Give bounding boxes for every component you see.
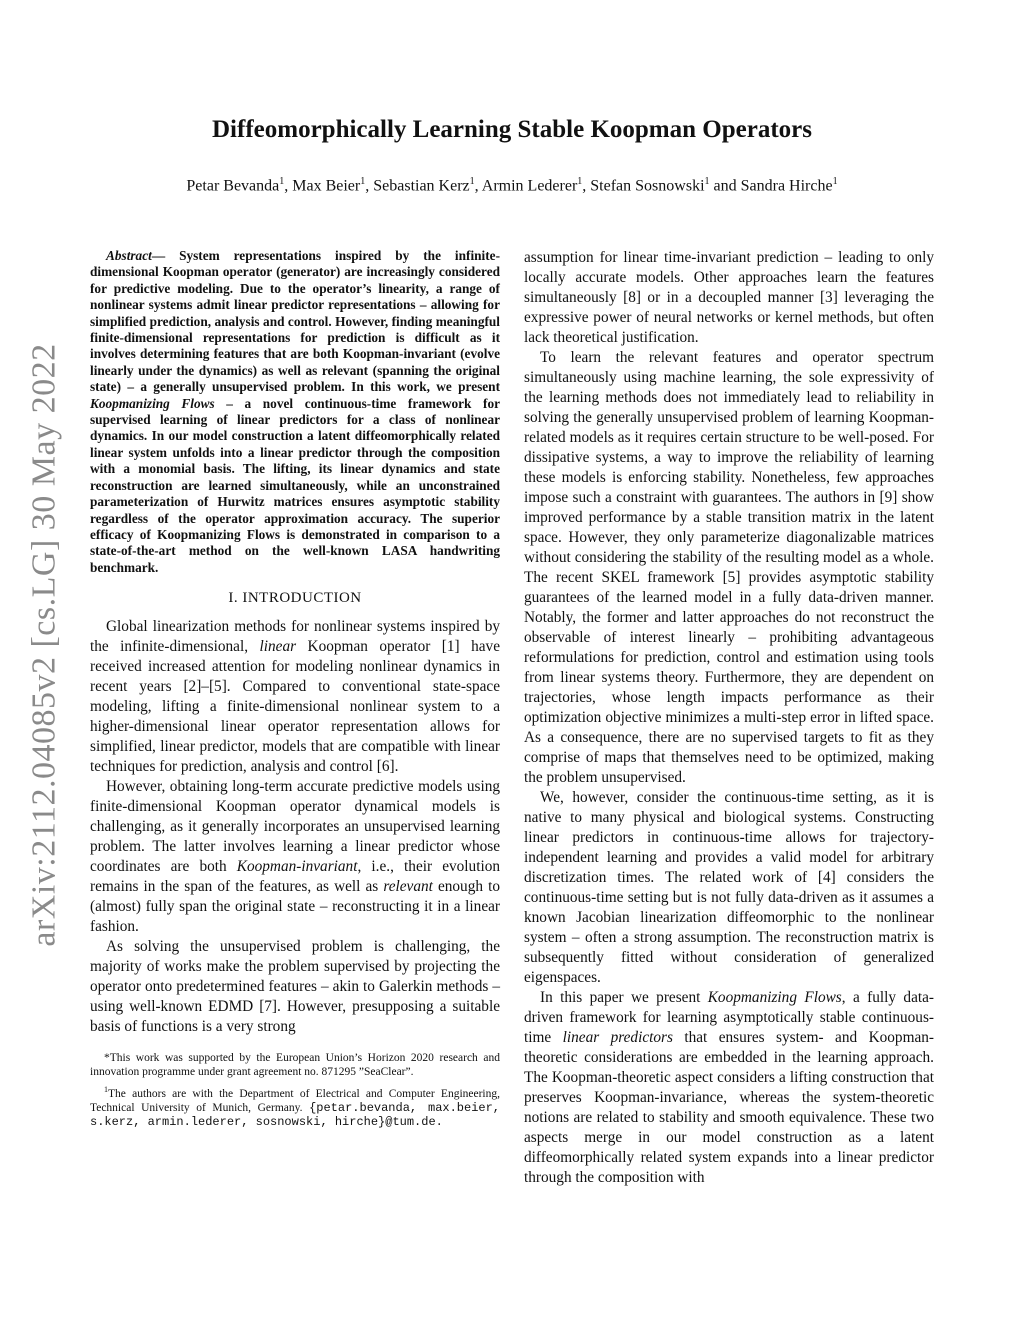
author-affiliation-mark: 1: [469, 176, 475, 187]
intro-paragraph: [90, 617, 500, 777]
paragraph-text: In this paper we present: [540, 989, 708, 1006]
abstract-emphasis: Koopmanizing Flows: [90, 395, 215, 411]
paragraph-emphasis: Koopman-invariant: [236, 858, 358, 876]
body-paragraph: We, however, consider the continuous-time setting, as it is native to many physical and biological systems. Constructing linear predictors in continuous-time allows for trajectory-independent learning and provides a valid model for arbitrary discretization times. The related work of [4] considers the continuous-time setting but is not fully data-driven as it assumes a known Jacobian linearization diffeomorphic to the nonlinear system – often a strong assumption. The reconstruction matrix is subsequently fitted without consideration of generalized eigenspaces.: [524, 789, 934, 986]
author-list: [90, 176, 934, 195]
paragraph-emphasis: relevant: [383, 878, 433, 896]
abstract-text: – a novel continuous-time framework for supervised learning of linear predictors for a class of nonlinear dynamics. In our model construction a latent diffeomorphically related linear system unfolds into a linear predictor through the composition with a monomial basis. The lifting, its linear dynamics and state reconstruction are learned simultaneously, while an unconstrained parameterization of Hurwitz matrices ensures asymptotic stability regardless of the operator approximation accuracy. The superior efficacy of Koopmanizing Flows is demonstrated in comparison to a state-of-the-art method on the well-known LASA handwriting benchmark.: [90, 395, 500, 575]
paragraph-text: Global linearization methods for nonlinear systems inspired by the infinite-dimensional,: [90, 618, 500, 656]
paragraph-text: However, obtaining long-term accurate predictive models using finite-dimensional Koopman operator dynamical models is challenging, as it generally incorporates an unsupervised learning problem. The latter involves learning a linear predictor whose coordinates are both: [90, 778, 500, 876]
author-affiliation-mark: 1: [279, 176, 285, 187]
paragraph-text: that ensures system- and Koopman-theoretic considerations are embedded in the learning approach. The Koopman-theoretic aspect considers a lifting construction that preserves Koopman-invariance, whereas the system-theoretic notions are related to stability and smooth equivalence. These two aspects merge in our model construction as a latent diffeomorphically related system expands into a linear predictor through the composition with: [524, 1029, 934, 1186]
left-column: [90, 248, 500, 1133]
author-name: Petar Bevanda: [186, 177, 280, 195]
author-separator: ,: [284, 177, 293, 195]
paragraph-emphasis: Koopmanizing Flows: [707, 989, 842, 1006]
author-affiliation-mark: 1: [704, 176, 710, 187]
author-separator: ,: [582, 177, 591, 195]
intro-paragraph: As solving the unsupervised problem is challenging, the majority of works make the problem supervised by projecting the operator onto predetermined features – akin to Galerkin methods – using well-known EDMD [7]. However, presupposing a suitable basis of functions is a very strong: [90, 938, 500, 1036]
paragraph-text: , i.e., their evolution remains in the span of the features, as well as: [90, 858, 500, 896]
abstract: [90, 248, 500, 576]
author-separator: ,: [474, 177, 482, 195]
author-affiliation-mark: 1: [360, 176, 366, 187]
footnote-affiliation: [90, 1083, 500, 1129]
section-heading-introduction: I. INTRODUCTION: [228, 590, 362, 607]
footnote-affiliation-text: The authors are with the Department of Electrical and Computer Engineering, Technical University of Munich, Germany.: [90, 1087, 500, 1114]
paragraph-text: Koopman operator [1] have received increased attention for modeling nonlinear dynamics in recent years [2]–[5]. Compared to conventional state-space modeling, lifting a finite-dimensional nonlinear system to a higher-dimensional linear operator representation allows for simplified, linear predictor, models that are compatible with linear techniques for prediction, analysis and control [6].: [90, 638, 500, 776]
author-name: Sandra Hirche: [740, 177, 833, 195]
abstract-label: Abstract: [106, 248, 152, 263]
body-paragraph: To learn the relevant features and operator spectrum simultaneously using machine learning, the sole expressivity of the learning methods does not immediately lead to reliability in solving the generally unsupervised problem of learning Koopman-related models as it requires certain structure to be well-posed. For dissipative systems, a way to improve the reliability of learning these models is enforcing stability. Nonetheless, few approaches impose such a constraint with guarantees. The authors in [9] show improved performance by a stable transition matrix in the latent space. However, they only parameterize diagonalizable matrices without considering the stability of the resulting model as a whole. The recent SKEL framework [5] provides asymptotic stability guarantees of the learned model in a fully data-driven manner. Notably, the former and latter approaches do not reconstruct the observable of interest linearly – prohibiting advantageous reformulations for prediction, control and estimation using tools from linear systems theory. Furthermore, they are dependent on trajectories, whose length impacts performance as their optimization objective minimizes a multi-step error in lifted space. As a consequence, there are no supervised targets to fit as they comprise of maps that themselves need to be optimized, making the problem unsupervised.: [524, 349, 934, 786]
paragraph-emphasis: linear: [259, 638, 297, 656]
paper-title: Diffeomorphically Learning Stable Koopman Operators: [212, 116, 812, 143]
author-affiliation-mark: 1: [832, 176, 838, 187]
footnotes: [90, 1051, 500, 1129]
arxiv-id: arXiv:2112.04085v2 [cs.LG] 30 May 2022: [26, 343, 63, 947]
body-paragraph: [524, 988, 934, 1188]
abstract-dash: —: [151, 248, 180, 263]
author-affiliation-mark: 1: [577, 176, 583, 187]
paragraph-text: , a fully data-driven framework for learning asymptotically stable continuous-time: [524, 989, 934, 1046]
intro-paragraph: [90, 777, 500, 937]
footnote-mark: 1: [104, 1085, 108, 1095]
author-name: Stefan Sosnowski: [590, 177, 705, 195]
arxiv-sidebar-stamp: [20, 340, 70, 950]
author-name: Max Beier: [292, 177, 361, 195]
author-separator: and: [709, 177, 741, 195]
right-column: [524, 248, 934, 1188]
body-paragraph: assumption for linear time-invariant prediction – leading to only locally accurate models. Other approaches learn the features simultaneously [8] or in a decoupled manner [3] leveraging the expressive power of neural networks or kernel methods, but often lack theoretical justification.: [524, 249, 934, 346]
abstract-text: System representations inspired by the infinite-dimensional Koopman operator (generator) are increasingly considered for predictive modeling. Due to the operator’s linearity, a range of nonlinear systems admit linear predictor representations – allowing for simplified prediction, analysis and control. However, finding meaningful finite-dimensional representations for prediction is difficult as it involves determining features that are both Koopman-invariant (evolve linearly under the dynamics) as well as relevant (spanning the original state) – a generally unsupervised problem. In this work, we present: [90, 248, 500, 395]
author-separator: ,: [365, 177, 374, 195]
footnote-funding: *This work was supported by the European Union’s Horizon 2020 research and innovation programme under grant agreement no. 871295 ”SeaClear”.: [90, 1052, 500, 1079]
author-emails: {petar.bevanda, max.beier, s.kerz, armin.lederer, sosnowski, hirche}@tum.de.: [90, 1100, 501, 1129]
paragraph-emphasis: linear predictors: [562, 1029, 673, 1046]
paragraph-text: enough to (almost) fully span the original state – reconstructing it in a linear fashion.: [90, 878, 500, 936]
author-name: Sebastian Kerz: [373, 177, 470, 195]
author-name: Armin Lederer: [481, 177, 578, 195]
